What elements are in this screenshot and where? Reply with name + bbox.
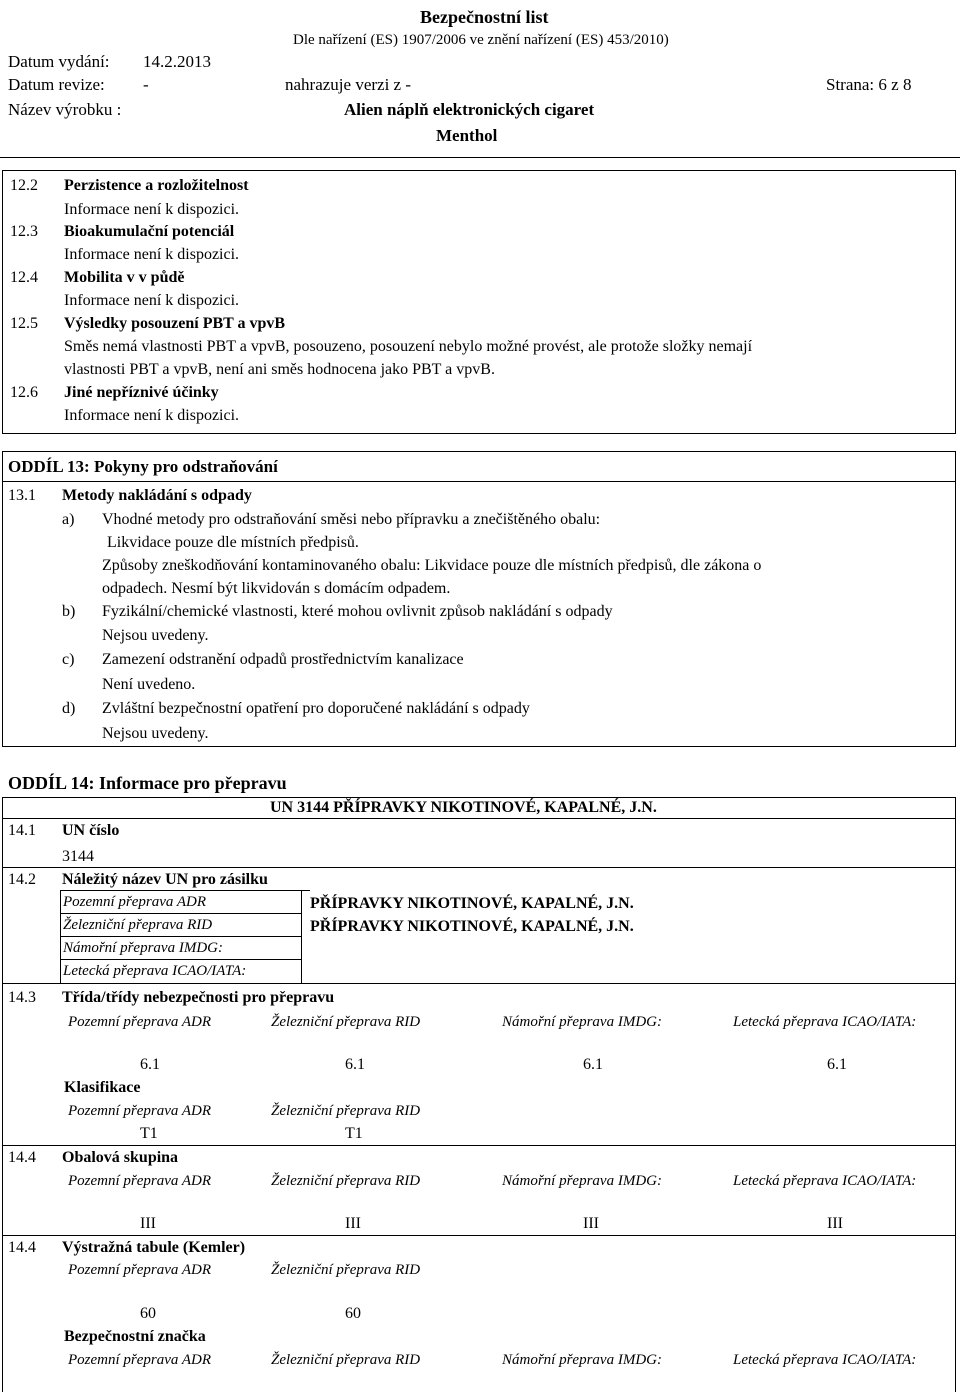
s12-6-title: Jiné nepříznivé účinky [64, 384, 219, 401]
s12-4-value: Informace není k dispozici. [64, 292, 240, 309]
s14-1-num: 14.1 [8, 822, 36, 839]
s13-c-mark: c) [62, 651, 75, 668]
mode-icao: Letecká přeprava ICAO/IATA: [63, 963, 247, 979]
s12-5-title: Výsledky posouzení PBT a vpvB [64, 315, 286, 332]
s14-4-title: Obalová skupina [62, 1149, 179, 1166]
name-rid: PŘÍPRAVKY NIKOTINOVÉ, KAPALNÉ, J.N. [310, 918, 634, 935]
s14-4-num: 14.4 [8, 1149, 36, 1166]
classification-title: Klasifikace [64, 1079, 141, 1096]
sign-head-rid: Železniční přeprava RID [271, 1352, 421, 1368]
mode-imdg: Námořní přeprava IMDG: [63, 940, 223, 956]
s13-a-value-2: Způsoby zneškodňování kontaminovaného obalu: Likvidace pouze dle místních předpisů, dle zákona o [102, 557, 762, 574]
regulation: Dle nařízení (ES) 1907/2006 ve znění nařízení (ES) 453/2010) [293, 32, 669, 48]
sign-head-icao: Letecká přeprava ICAO/IATA: [733, 1352, 917, 1368]
s14-3-num: 14.3 [8, 989, 36, 1006]
s12-6-num: 12.6 [10, 384, 38, 401]
s13-b-value: Nejsou uvedeny. [102, 627, 209, 644]
product-label: Název výrobku : [8, 100, 122, 119]
header-divider [0, 157, 960, 158]
section-14-right-border [955, 797, 956, 1392]
product-variant: Menthol [436, 126, 498, 145]
class-value: 6.1 [345, 1056, 365, 1073]
s13-b-title: Fyzikální/chemické vlastnosti, které mohou ovlivnit způsob nakládání s odpady [102, 603, 613, 620]
pg-value: III [827, 1215, 843, 1232]
s13-1-num: 13.1 [8, 487, 36, 504]
row-rule [2, 983, 956, 984]
s13-a-value-3: odpadech. Nesmí být likvidován s domácím odpadem. [102, 580, 451, 597]
s13-d-title: Zvláštní bezpečnostní opatření pro doporučené nakládání s odpady [102, 700, 530, 717]
section-14-title: ODDÍL 14: Informace pro přepravu [8, 773, 287, 793]
s12-6-value: Informace není k dispozici. [64, 407, 240, 424]
pg-head-icao: Letecká přeprava ICAO/IATA: [733, 1173, 917, 1189]
pg-value: III [583, 1215, 599, 1232]
issue-label: Datum vydání: [8, 52, 110, 71]
s14-4b-num: 14.4 [8, 1239, 36, 1256]
s13-a-mark: a) [62, 511, 75, 528]
name-row-rule [60, 959, 302, 960]
mode-adr: Pozemní přeprava ADR [63, 894, 207, 910]
s12-3-num: 12.3 [10, 223, 38, 240]
klas-value: T1 [345, 1125, 363, 1142]
klas-head-adr: Pozemní přeprava ADR [68, 1103, 212, 1119]
class-value: 6.1 [140, 1056, 160, 1073]
s13-d-mark: d) [62, 700, 76, 717]
page-number: Strana: 6 z 8 [826, 75, 912, 94]
mode-rid: Železniční přeprava RID [63, 917, 213, 933]
s13-a-title: Vhodné metody pro odstraňování směsi nebo přípravku a znečištěného obalu: [102, 511, 601, 528]
class-value: 6.1 [583, 1056, 603, 1073]
s13-b-mark: b) [62, 603, 76, 620]
un-number: 3144 [62, 848, 94, 865]
class-head-imdg: Námořní přeprava IMDG: [502, 1014, 662, 1030]
pg-head-imdg: Námořní přeprava IMDG: [502, 1173, 662, 1189]
row-rule [2, 1235, 956, 1236]
name-row-rule [60, 936, 302, 937]
s14-4b-title: Výstražná tabule (Kemler) [62, 1239, 246, 1256]
kemler-value: 60 [345, 1305, 361, 1322]
class-head-rid: Železniční přeprava RID [271, 1014, 421, 1030]
sign-head-imdg: Námořní přeprava IMDG: [502, 1352, 662, 1368]
s12-2-value: Informace není k dispozici. [64, 201, 240, 218]
product-name: Alien náplň elektronických cigaret [344, 100, 595, 119]
klas-head-rid: Železniční přeprava RID [271, 1103, 421, 1119]
kemler-value: 60 [140, 1305, 156, 1322]
s12-4-num: 12.4 [10, 269, 38, 286]
section-14-left-border [2, 797, 3, 1392]
class-head-icao: Letecká přeprava ICAO/IATA: [733, 1014, 917, 1030]
kemler-head-rid: Železniční přeprava RID [271, 1262, 421, 1278]
s13-a-value: Likvidace pouze dle místních předpisů. [107, 534, 359, 551]
s12-2-title: Perzistence a rozložitelnost [64, 177, 249, 194]
s14-1-title: UN číslo [62, 822, 120, 839]
s12-5-num: 12.5 [10, 315, 38, 332]
s14-3-title: Třída/třídy nebezpečnosti pro přepravu [62, 989, 335, 1006]
s12-5-text-2: vlastnosti PBT a vpvB, není ani směs hodnocena jako PBT a vpvB. [64, 361, 495, 378]
s14-2-title: Náležitý název UN pro zásilku [62, 871, 268, 888]
pg-head-adr: Pozemní přeprava ADR [68, 1173, 212, 1189]
class-head-adr: Pozemní přeprava ADR [68, 1014, 212, 1030]
doc-title: Bezpečnostní list [420, 7, 549, 27]
s13-d-value: Nejsou uvedeny. [102, 725, 209, 742]
s12-3-value: Informace není k dispozici. [64, 246, 240, 263]
section-13-rule [2, 481, 956, 482]
section-13-title: ODDÍL 13: Pokyny pro odstraňování [8, 457, 278, 476]
un-header: UN 3144 PŘÍPRAVKY NIKOTINOVÉ, KAPALNÉ, J.N. [270, 799, 657, 816]
pg-head-rid: Železniční přeprava RID [271, 1173, 421, 1189]
s13-c-title: Zamezení odstranění odpadů prostřednictvím kanalizace [102, 651, 464, 668]
s14-2-num: 14.2 [8, 871, 36, 888]
name-adr: PŘÍPRAVKY NIKOTINOVÉ, KAPALNÉ, J.N. [310, 895, 634, 912]
document-header [8, 0, 952, 155]
revision-value: - [143, 75, 149, 94]
klas-value: T1 [140, 1125, 158, 1142]
pg-value: III [140, 1215, 156, 1232]
sign-head-adr: Pozemní přeprava ADR [68, 1352, 212, 1368]
issue-date: 14.2.2013 [143, 52, 211, 71]
s13-c-value: Není uvedeno. [102, 676, 196, 693]
kemler-head-adr: Pozemní přeprava ADR [68, 1262, 212, 1278]
s12-3-title: Bioakumulační potenciál [64, 223, 235, 240]
revision-label: Datum revize: [8, 75, 105, 94]
class-value: 6.1 [827, 1056, 847, 1073]
name-row-rule [60, 913, 302, 914]
safety-sign-title: Bezpečnostní značka [64, 1328, 206, 1345]
s13-1-title: Metody nakládání s odpady [62, 487, 252, 504]
name-table-top [60, 890, 310, 891]
s12-2-num: 12.2 [10, 177, 38, 194]
un-header-rule [2, 818, 956, 819]
row-rule [2, 867, 956, 868]
s12-5-text-1: Směs nemá vlastnosti PBT a vpvB, posouzeno, posouzení nebylo možné provést, ale protože složky nemají [64, 338, 753, 355]
section-14-rule [2, 797, 956, 798]
pg-value: III [345, 1215, 361, 1232]
replaces: nahrazuje verzi z - [285, 75, 411, 94]
s12-4-title: Mobilita v v půdě [64, 269, 185, 286]
row-rule [2, 1145, 956, 1146]
